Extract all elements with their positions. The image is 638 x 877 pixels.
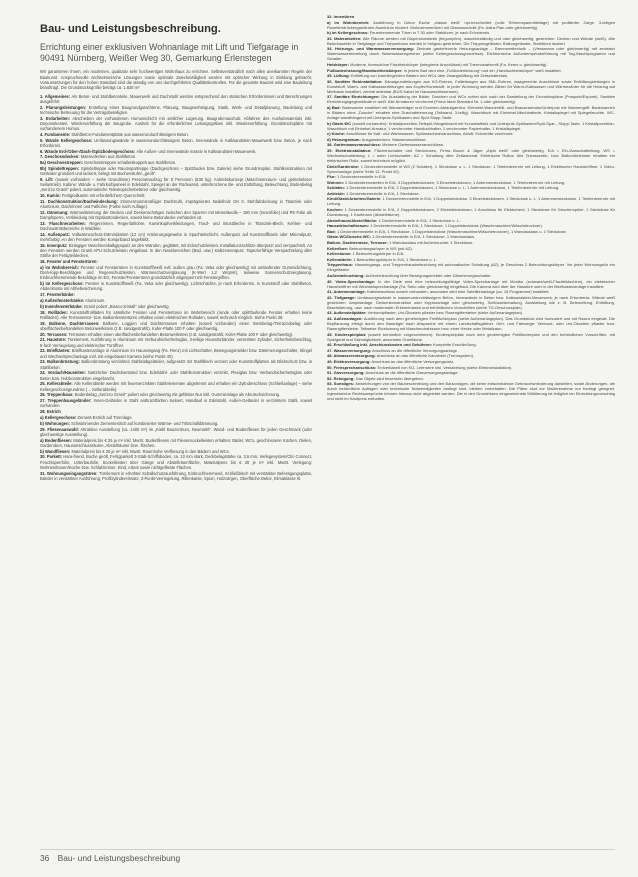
spec-item (40, 337, 312, 347)
spec-item (327, 148, 615, 163)
spec-item (327, 30, 615, 35)
spec-item-heading: b) Wohnungen: (40, 420, 70, 426)
spec-item-heading: 36. Sanitäre Rohinstallation: (327, 78, 383, 84)
spec-item (40, 332, 312, 337)
spec-item-text: Kunststoffrollläden für sämtliche Fenster und Fenstertüren im Wohnbereich (runde oder splittfaufende Fenster erhalten keine Rollläden). Alle Terrassentür- bzw. Balkonfenstertüren erhalten einen elektrischen Rolladen, soweit technisch möglich. Siehe Punkt 39. (40, 309, 312, 320)
spec-item-heading: Ankleide: (327, 190, 346, 196)
spec-item-text: Abweichungen von der Baubeschreibung und den Bauvorlagen, die keine entscheidende Gebrauchsminderung darstellen, sowie Änderungen, die durch behördliche Auflagen oder technische Notwendigkeiten bedingt sind, bleiben vorbehalten. Die Pläne sind zur Maßentnahme nur bedingt geeignet. Irgendwelche Rechtsansprüche können hieraus nicht abgeleitet werden. Die in den Grundrissen eingezeichnete Möblierung ist lediglich ein Einrichtungsvorschlag und nicht im Kaufpreis enthalten. (327, 381, 615, 402)
spec-item-text: Türelement, Ausführung in Aluminium mit Verbundsicherheitsglas, 3-teilige Hausstürbänder, versenkter Zylinder, Sicherheitsbeschlag, 5-fach Verriegelung und elektrischer Türöffner. (40, 337, 312, 348)
spec-item-heading: Balkon, Dachterrasse, Terrasse: (327, 240, 388, 246)
spec-item-text: Zement-Estrich auf Trennlage. (77, 414, 133, 420)
spec-item-text: 1 Beleuchtungskörper in E/A. (352, 251, 405, 257)
spec-item-heading: 28. Estrich (40, 409, 61, 415)
spec-item (327, 62, 615, 67)
spec-item-text: Briefkastenanlage in Aluminium im Hauseingang (Fa. Renz) mit Lichtschalter, Bewegungsmelder bzw. Dämmerungsschalter, Klingel und Wechselsprechanlage evtl. mit eingebauter Kamera (siehe Punkt 40). (40, 348, 312, 359)
spec-item-text: Außenbeleuchtung über Bewegungsmelder oder Dämmerungsschalter. (365, 273, 492, 278)
spec-item-heading: Kellerabteile: (327, 256, 353, 262)
spec-item (327, 353, 615, 358)
spec-item-heading: 16. Fenster und Fenstertüren: (40, 259, 98, 265)
spec-item-text: Granit poliert „Bianco kristall“ oder gleichwertig. (83, 303, 170, 309)
spec-item-heading: Schlafen: (327, 185, 346, 191)
spec-item (327, 246, 615, 251)
spec-item (327, 262, 615, 272)
spec-item (327, 137, 615, 142)
spec-item-heading: 13. Flaschnerarbeiten: (40, 220, 86, 226)
spec-item (327, 105, 615, 120)
spec-item-heading: Treppenhaus: (327, 262, 354, 268)
spec-item (327, 240, 615, 245)
spec-item (327, 207, 615, 217)
spec-item (327, 14, 615, 19)
left-column (40, 22, 312, 842)
spec-item-text: (soweit vorhanden): Kristallporzellan-Tiefspül-Hängeklosett mit Kunststoffsitz und Unterputz-Spülkasten/Spül-Spar-, Stopp-Taste, 1 Kristallporzellan-Waschtisch mit Einhebel-Armatur, 1 verchromter Handtuchhalter, 1 verchromter Papierhalter, 1 Kristallspiegel. (327, 120, 615, 131)
spec-item (40, 160, 312, 165)
spec-item-heading: 11. Dachkonstruktion/Dacheindeckung: (40, 198, 118, 204)
spec-item-text: Terrassen erhalten einen oberflächenbehandelten Betonwerkstein (z.B. sandgestrahlt, Kufer-Platte 100 F oder gleichwertig). (68, 331, 294, 337)
spec-item-text: Stahlbeton-Fundamentplatte aus wasserundurchlässigem Beton. (71, 131, 189, 137)
left-item-list (40, 94, 312, 481)
page-number: 36 (40, 853, 50, 863)
spec-item-heading: 34. Heizungs- und Warmwasserversorgung: (327, 46, 415, 52)
spec-item-heading: 45. Kinderspielplatz (327, 331, 366, 337)
spec-item-heading: Außenbeleuchtung: (327, 273, 365, 278)
spec-item (327, 289, 615, 294)
spec-item (327, 295, 615, 310)
spec-item-heading: 19. Balkone, Dachterrassen: (40, 320, 100, 326)
spec-item (40, 193, 312, 198)
spec-item (327, 273, 615, 278)
spec-item-text: Regenrinnen, Regenfallrohre, Kaminkopfverkleidungen, Trauf- und Brustbleche in Titanzink-Blech, Kehlen- und Dachaustrittsbereiche in Walzblei. (40, 220, 312, 232)
spec-item-heading: Kellerflure: (327, 245, 349, 251)
spec-item (40, 232, 312, 242)
spec-item (327, 79, 615, 94)
spec-item-text: Innen-Geländer in Stahl anthrazitfarben lackiert, Handlauf in Edelstahl, Außen-Geländer in verzinktem Stahl, soweit vorhanden. (40, 398, 312, 409)
spec-item-heading: 40. Video-Sprechanlage: (327, 278, 376, 284)
spec-item-heading: d) Heizungsraum: (327, 136, 361, 142)
spec-item-heading: a) Bad: (327, 104, 341, 110)
spec-item-heading: Diele/Garderobe: (327, 163, 360, 169)
spec-item-text: Anschlüsse für Kalt- und Warmwasser, Spülmaschinenanschluss, Abluft, Eckventile verchromt. (346, 131, 514, 137)
spec-item (327, 342, 615, 347)
spec-item-heading: 22. Briefkästen: (40, 348, 71, 354)
spec-item-text: 1 Deckenbrennstelle in E/A, 1 Steckdose, 1 Doppelsteckdose (Waschmaschine/Wäschetrockner). (370, 223, 543, 229)
spec-item-text: Komplette Erschließung. (433, 342, 477, 348)
spec-item (40, 321, 312, 331)
spec-item-text: Ausführung nach dem genehmigten Freiflächenplan (siehe Außenanlageplan). Das Grundstück wird humusiert und mit Rasen eingesät. Die Bepflanzung erfolgt durch den Bauträger nach Absprache mit einem Landschaftsgärtner. Geh- und Fahrwege: Verbund- oder Uni-Ökostein pflaster bzw. Rasengittersteine. Teilweise Einzäunung mit Maschendrahtzaun bzw. einer Hecke oder Metallzaun. (327, 315, 615, 331)
footer-divider (40, 849, 615, 850)
spec-item (40, 265, 312, 281)
spec-item (40, 398, 312, 408)
spec-item-heading: 1. Allgemeines: (40, 93, 71, 99)
spec-item-heading: b) im Kellergeschoss: (327, 30, 369, 36)
spec-item-text: Attraktive Ausstellung (ca. 1400 m²) im „Kiebl Bauzentrum, Neumarkt“. Wand- und Bodenfliesen für jeden Geschmack (oder gleichwertige Ausstellung). (40, 426, 312, 437)
spec-item-heading: Wohnen: (327, 179, 345, 185)
spec-item-text: Anschluss an das öffentliche Versorgungsnetz. (371, 358, 455, 364)
spec-item-heading: 17. Fensterbänke: (40, 292, 75, 298)
spec-item-heading: 41. Antennenanlage: (327, 289, 366, 295)
spec-item (327, 370, 615, 375)
spec-item-heading: Heizkörper: (327, 61, 350, 67)
spec-item (40, 359, 312, 369)
spec-item-text: Spindeltreppe oder Raumspartreppe (Dachgeschoss – Spitzboden bzw. Galerie) siehe Grundrissplan. Stahlkonstruktion mit Geländer grundiert und lackiert, belegt mit Buchenstufen „geölt“. (40, 165, 312, 177)
spec-item (40, 221, 312, 231)
spec-item (40, 292, 312, 297)
spec-item-text: 1 Beleuchtungskörper in E/A, 1 Steckdose u. L. (353, 256, 438, 262)
spec-item-heading: 21. Haustüre: (40, 337, 67, 343)
spec-item-heading: a) Kellergeschoss: (40, 414, 77, 420)
spec-item-heading: Kochen: (327, 207, 343, 213)
spec-item-heading: Gäste-WC/Dusche-WC: (327, 234, 372, 240)
spec-item-text: Türelement in erhöhter Schallschutzausführung, Einbruchhemmend, Schließblech mit verstärkter Befestigungsplatte, Bänder in verstärkter Ausführung, Profilzylindereinsatz, 3-Punkt-Verriegelung, Rillenkante, Spion, Holzzargen, Oberfläche Dekor, Klimaklasse III. (40, 470, 312, 481)
spec-item-text: Erdverkabelt von KG, Leerrohre inkl. Verkabelung (siehe Elektroinstallation). (377, 364, 513, 370)
spec-item-heading: 44. Außenanlagen: (327, 315, 363, 321)
spec-item-heading: 8b) Spindeltreppen: (40, 165, 80, 171)
spec-item (327, 332, 615, 342)
spec-item-text: Ausgussbecken, Wasseranschlüsse. (361, 136, 427, 142)
spec-item (40, 154, 312, 159)
spec-item-text: Moderne, formschöne Flachheizkörper (integrierte Anschlüsse) mit Thermostatventil (Fa. Kermi o. gleichwertig). (350, 61, 548, 67)
spec-item-text: Hauseingangs- und Treppenhausbeleuchtung mit automatischer Schaltung (AZ), je Geschoss 2 Beleuchtungskörper. Vor jeder Wohnungstür ein Klingeltaster. (327, 262, 615, 273)
spec-item-heading: 26. Treppenhaus: (40, 392, 74, 398)
spec-item-heading: 9. Lift: (40, 176, 54, 182)
spec-item-heading: 24. Vordach/Hauseiten: (40, 370, 86, 376)
spec-item-text: Natürlicher Dachüberstand bzw. Edelstahl- oder Stahlkonstruktion verzinkt, Plexiglas bzw. Verbundsicherheitsglas oder Beton bzw. Holzkonstruktion eingebracht. (40, 370, 312, 381)
spec-item (40, 210, 312, 220)
spec-item-text: Balkone, Loggien und Dachterrassen erhalten (soweit vorhanden) einen Steinbelag-/Terrazzobelag oder oberflächenbehandelten Betonwerkstein (z.B. sandgestrahlt), Kufer-Platte 100 F oder gleichwertig. (40, 320, 312, 331)
spec-item-heading: 52. Reinigung: (327, 375, 355, 381)
spec-item-heading: 7. Geschossdecken: (40, 154, 80, 160)
spec-item-text: 1 Deckenbrennstelle in E/A, 2 Doppelsteckdosen, 2 Einzelsteckdosen, 1 Anschluss für Elektroherd, 1 Steckdose für Geschirrspüler, 1 Steckdose für Dunstabzug, 1 Kaufmann (Abstellräume). (327, 207, 615, 218)
spec-item-text: Umfassungswände in wasserundurchlässigem Beton, Innenwände in Beton bzw. Kalksandstein-Mauerwerk, je nach Erfordernis. Wände weiß gestrichen, Ampelanlage, Deckenkonstruktion oder Kipptoranlage oder gleichwertig, Schlüsselschaltung, Ausstattung wie z. B. Beleuchtung, Entlüftung, Beschilderung, usw. nach modernsten Erkenntnissen und behördlichen Vorschriften (siehe TG-Geschossplan). (327, 294, 615, 310)
spec-item-heading: 35. Lüftung: (327, 73, 350, 79)
spec-item-heading: a) im Wohnbereich: (327, 19, 370, 25)
spec-item-heading: a) Außenfensterbänke: (40, 297, 85, 303)
spec-item (327, 223, 615, 228)
spec-item-heading: 33. Malerarbeiten: (327, 35, 362, 41)
spec-item-heading: Flur: (327, 174, 336, 180)
spec-item (40, 116, 312, 132)
spec-item-heading: 12. Dämmung: (40, 209, 69, 215)
spec-item (327, 46, 615, 61)
spec-item (40, 281, 312, 291)
spec-item-heading: Abstellraum/Abstellfläche: (327, 217, 378, 223)
spec-item (40, 438, 312, 448)
spec-item-heading: 2. Planungsleistungen: (40, 104, 87, 110)
spec-item-text: Fenster in Kunststoff/weiß (Fa. Veka oder gleichwertig), Lichtschächte, je nach Erfordernis, in Kunststoff oder Stahlbeton, Abdeckroste mit Abhebesicherung. (40, 281, 312, 292)
spec-item (40, 471, 312, 481)
spec-item-text: Zimmermannsmäßiger Dachstuhl, imprägniertes Nadelholz GK II. Stehfalzdeckung in Titanzink oder Aluminium, Dachrinnen und Fallrohre (Farbe nach Auflage). (40, 198, 312, 210)
spec-item-text: Alle Räume werden mit Dispersionsfarbe (tiegumpfen), waschbeständig und oder gleichwertig, gestrichen. Decken und Wände (weiß). Alle Betonbauteile in Tiefgarage und Treppenhaus werden in hellgrau gestrichen. Die Treppengeländer, Balkongeländer, Stahltüren lackiert. (327, 35, 615, 46)
spec-item-heading: 42. Tiefgarage: (327, 294, 356, 300)
spec-item-heading: 29. Fliesenauswahl: (40, 426, 79, 432)
spec-item-heading: b) Wandfliesen: (40, 448, 71, 454)
spec-item-text: 1 Deckenbrennstelle in E/A, 1 Steckdose, 1 Doppelsteckdose (Waschmaschine/Wäschetrockner), 1 Wandauslass u. 1 Steckdose. (337, 228, 567, 234)
spec-item-text: Zentrale gasbefeuerte Heizungsanlage – Brennwerttechnik – (Viessmann oder gleichwertig) mit zentraler Warmwasserbereitung durch Warmwasserspeicher (siehe Kellergeschossgrundrisse). Elektronische Außentemperaturführung mit Tag-/Nachtprogramm und Schalter. (327, 46, 615, 62)
spec-item-heading: Kind/Gäste/Arbeiten/Galerie: (327, 196, 382, 202)
spec-item (40, 259, 312, 264)
spec-item (40, 427, 312, 437)
spec-item-text: 1 Deckenbrennstelle in E/A, 1 Doppelsteckdose, 3 Einzelsteckdosen, 1 Steckdose u. L, 1 Antennensteckdose, 1 Telefonleerrohr mit Leitung. (327, 196, 615, 207)
spec-item-heading: c) Küche: (327, 131, 346, 137)
spec-item-heading: 51. Gasversorgung: (327, 370, 365, 376)
spec-item-text: Geschosstreppen schallentkoppelt aus Stahlbeton. (84, 160, 177, 166)
spec-item (327, 94, 615, 104)
spec-item-text: Fertigteilkamin mit erforderlichem Querschnitt. (61, 193, 146, 199)
spec-item (327, 164, 615, 174)
spec-item-text: Das Objekt wird besenrein übergeben. (355, 375, 424, 381)
spec-item-text: Beleuchtungskörper in WS (mit AZ). (349, 245, 413, 251)
spec-item-text: Anschluss an die öffentliche Gasversorgungsanlage. (365, 370, 459, 376)
spec-item (327, 185, 615, 190)
spec-item-heading: 3. Erdarbeiten: (40, 115, 71, 121)
spec-item-heading: Fußbodenheizung/Handtuchheizkörper: (327, 67, 403, 73)
spec-item (40, 454, 312, 470)
spec-item-text: Hara-friend, Buche geölt, Fertigparkett 3-Stab-Schiffsboden, ca. 13 mm stark, Deckbelagstärke ca. 3,6 mm, Verlegesystem/Clic-Connect, Feuchtsperrfolie, Unterbaufolie, Sockelleisten über Gänge und Abstellräumfläche, Materialpreis bis € 30 je m² inkl. MwSt. Verlegung: Wohnen/Essen/Küche bzw. Schlafzimmer, Kind, Arbeit sowie nichtgeflieste Flächen. (40, 454, 312, 470)
spec-item-heading: 39. Elektroinstallation: (327, 147, 372, 153)
spec-item-heading: 31. Wohnungseingangstüren: (40, 470, 98, 476)
spec-item (327, 376, 615, 381)
spec-item (40, 138, 312, 148)
spec-item-text: Aluminium. (85, 297, 106, 303)
spec-item-text: 1 Deckenbrennstelle in E/A, 1 Steckdose u. L. (378, 217, 460, 223)
spec-item-heading: b) Gäste-WC (327, 120, 352, 126)
spec-item (327, 251, 615, 256)
spec-item (40, 392, 312, 397)
spec-item (327, 131, 615, 136)
spec-item-heading: 27. Treppenhausgeländer: (40, 398, 92, 404)
spec-item-heading: 30. Parkett: (40, 454, 63, 460)
spec-item (327, 229, 615, 234)
spec-item-heading: 32. Innentüren (327, 14, 355, 19)
spec-item-text: 2 Deckenbrennstellen in E/A, 3 Doppelsteckdosen, 3 Einzelsteckdosen, 1 Antennensteckdose, 1 Telefonleerrohr mit Leitung. (345, 179, 566, 185)
spec-item (327, 196, 615, 206)
spec-item (327, 20, 615, 30)
spec-item-heading: Bad: (327, 228, 336, 234)
spec-item (327, 365, 615, 370)
spec-item-text: Abschieben der vorhandenen Humusschicht mit seitlicher Lagerung. Baugrubenaushub. Abfahren des Aushubmaterials inkl. Deponiekosten. Wiederverfüllung der Baugrube. Aushub für die erforderlichen Leitungsgräben inkl. Wiederverfüllung. Grundstückspläne mit vorhandenem Humus. (40, 115, 312, 131)
spec-item-text: Schwimmender Zementestrich auf kombinierter Wärme- und Trittschalldämmung. (71, 420, 219, 426)
spec-item-text: Entlüftung von innenliegenden Bädern und WCs über Zwangslüftung mit Zeitschaltrelais. (351, 73, 508, 79)
spec-item-text: Massivdecken aus Stahlbeton. (80, 154, 137, 160)
spec-item-heading: 37. Sanitäre Einrichtungen: (327, 94, 380, 100)
spec-item (40, 415, 312, 420)
spec-item (327, 191, 615, 196)
intro-paragraph: Wir garantieren Ihnen, ein modernes, qualitativ sehr hochwertiges Wohnhaus zu errichten. Selbstverständlich nach allen anerkannten Regeln der Baukunst. Anspruchsvolle architektonische Lösungen sowie optimale Zweckmäßigkeit werden mit optischer Wirkung in Einklang gebracht. Voraussetzungen für den hohen Standard sind die ständig von uns durchgeführten Qualitätskontrollen. Für die gesamte Bauzeit wird eine Bauleitung beauftragt. Die Grundstücksgröße beträgt ca. 1.826 m². (40, 69, 312, 91)
spec-item-text: (soweit behördlich vorgeschrieben): Kinderspielplatz nach dem genehmigten Freiflächenplan und den behördlichen Vorschriften, mit Spielgerät und Sitzmöglichkeit, ansonsten Grünfläche. (327, 331, 615, 342)
spec-item-heading: 50. Fernsprechanschluss: (327, 364, 377, 370)
spec-item (40, 310, 312, 320)
spec-item-heading: 15. Innenputz: (40, 242, 68, 248)
right-item-list (327, 14, 615, 401)
spec-item-text: Umfassungswände in wasserundurchlässigem Beton. Innenwände in Kalksandstein-Mauerwerk bzw. Beton, je nach Erfordernis. (40, 137, 312, 148)
spec-item-text: Feuerhemmende Türen in T 30 oder Stahltüren, je nach Erfordernis. (369, 30, 491, 36)
spec-item-text: Badewanne emailliert mit Wannenträger und Excenter-Ablaufgarnitur, Einhebel-Wannenfüll- und Brausearmatur/Unterputz mit Wannengriff. Badewannen in Bädern ohne „Dusche“ erhalten eine Duschabtrennung (Teilwand, 3-teilig). Waschtisch mit Einhebel-Mischbatterie, Kristallspiegel mit Spiegelleuchte. WC-Anlage wandhängend mit Unterputz-Spülkasten und Spül-Stopp-Taste. (327, 104, 615, 120)
spec-item-text: Wärmedämmung der Decken und Deckenschrägen zwischen den Sparren mit Mineralwolle – 180 mm (Innenfolie) und PE-Folie als Dampfsperre, Verkleidung mit Gipskartondecken, soweit keine Betondecke vorhanden ist. (40, 209, 312, 221)
spec-item-text: In der Diele wird eine beleuchtungsfähige Video-Sprechanlage mit Monitor (schwarz/weiß-Flachbildschirm), ein elektrischer Haustüröffner mit Wechselsprechanlage (Fa. Seko oder gleichwertig) eingebaut. Die Kamera wird über der Haustüre oder in der Briefkastenanlage installiert. (327, 278, 615, 289)
spec-item-text: Alle Außen- und Innenwände massiv in Kalksandstein-Mauerwerk. (136, 148, 257, 154)
spec-item-text: Kanalgrundleitungen aus KG-Rohren, Fallleitungen aus SML-Rohren, waagerechte Anschlüsse sowie Entlüftungsleitungen in Kunststoff, Warm- und Kaltwasserleitungen aus Kupfer/Kunststoff. In jeder Wohnung werden Zähler für Warm-/Kaltwasser und Wärmezähler für die Heizung auf Mietbasis installiert, zentral ablesbar (BUS-Kabel im Hausanschlussraum). (327, 78, 615, 94)
spec-item-text: Materialpreis bis € 25 je m² inkl. MwSt. Bodenfliesen mit Fliesensockelleisten erhalten: Bäder, WCs, geschlossene Küchen, Dielen, Garderoben, Hausanschlussräume, Abstellräume bzw. -flächen. (40, 437, 312, 448)
spec-item (327, 121, 615, 131)
spec-item (40, 94, 312, 104)
footer-label: Bau- und Leistungsbeschreibung (57, 853, 181, 863)
spec-item (40, 298, 312, 303)
spec-item-text: Ausführung in Dekor Esche „classic weiß“ hpl-beschichtet (volle Röhrenspanmittellage) mit profilierter Zarge, 3-teiligen Rosettendrückergarnituren Aluminium eloxiert. Wohnzimmertüren mit Glasausschnitt (Fa. Astra-Plan oder gleichwertig). (327, 19, 615, 30)
spec-item-text: 1 Deckenbrennstelle in E/A, 1 Steckdose, 1 Wandauslass. (372, 234, 476, 240)
spec-item (327, 257, 615, 262)
spec-item-text: Verbundpflaster, Uni-Ökostein pflaster bzw. Rasengittersteine (siehe Außenanlageplan). (367, 310, 524, 316)
spec-item-text: Einlagiger Maschinenkalkgipsputz an den Wänden, geglättet, mit Eckschutzleisten, Installationsschlitze überputzt und verspachtelt. An den Fenstern werden Granit APU-Schutzleisten eingebaut. In den Nassbereichen (Bad, usw.) Kalkzementputz. Tapezierfähige Verspachtelung aller Stöße der Fertigteildecken. (40, 242, 312, 259)
spec-item-heading: 25. Kellerabteile: (40, 381, 73, 387)
spec-item (327, 142, 615, 147)
spec-item (40, 149, 312, 154)
spec-item-text: Balkonbrüstung verzinktes Stahlstabgeländer, aufgesetzt mit Stahlblech verziert oder Kunststoffplatten als Blickschutz bzw. in Stahlbeton. (40, 359, 312, 370)
spec-item (40, 409, 312, 414)
spec-item-heading: 5. Wände Kellergeschoss: (40, 137, 93, 143)
spec-item (327, 279, 615, 289)
spec-item (40, 381, 312, 391)
spec-item (327, 359, 615, 364)
document-subtitle: Errichtung einer exklusiven Wohnanlage mit Lift und Tiefgarage in 90491 Nürnberg, Weißer Weg 30, Gemarkung Erlenstegen (40, 42, 299, 64)
spec-item-text: 1 Wandauslass mit Außenleuchte, 1 Steckdose. (388, 240, 474, 246)
spec-item (40, 199, 312, 209)
spec-item-text: 1 Deckenbrennstelle in WS (2 Schalter), 1 Steckdose u. L, 1 Steckdose, 1 Telefonleerrohr mit Leitung, 1 Elektrischer Haustüröffner, 1 Video-Sprechanlage (siehe Seite 12, Punkt 40). (327, 163, 615, 174)
spec-item (327, 381, 615, 401)
spec-item (327, 180, 615, 185)
spec-item-heading: 47. Wasserversorgung: (327, 347, 372, 353)
spec-item-heading: 46. Erschließung inkl. Anschlusskosten und Gebühren: (327, 342, 432, 348)
spec-item-heading: 43. Außenstellplätze: (327, 310, 367, 316)
spec-item (327, 68, 615, 73)
spec-item-heading: 14. Außenputz: (40, 231, 70, 237)
spec-item-heading: 4. Fundamente: (40, 131, 71, 137)
spec-item-heading: 48. Abwasserentsorgung: (327, 353, 376, 359)
spec-item-heading: 18. Rollläden: (40, 309, 68, 315)
spec-item-text: Anschluss an das öffentliche Kanalnetz (Trennsystem). (376, 353, 475, 359)
spec-item-heading: 38. Gartenwasseranschluss: (327, 142, 382, 148)
spec-item (327, 310, 615, 315)
spec-item-text: Erstellung eines Baugrundgutachtens, Planung, Baugenehmigung, Statik, Werk- und Detailplanung, Bauleitung und technische Betreuung für die Vertragsbeteiligten. (40, 104, 312, 115)
spec-item (40, 421, 312, 426)
spec-item-heading: a) Bodenfliesen: (40, 437, 72, 443)
spec-item-text: Bodenbelag „Serizzo Granit“ poliert oder gleichwertig mit gefälster Nut inkl. Gummieinlage als Abrutschsicherung. (74, 392, 281, 398)
spec-item (327, 218, 615, 223)
spec-item (40, 132, 312, 137)
spec-item (327, 174, 615, 179)
spec-item-heading: 6. Wände Erd-/Ober-/Dach-/Spitzbodengeschoss: (40, 148, 136, 154)
spec-item (40, 105, 312, 115)
spec-item-text: 1 Deckenbrennstelle in E/A, 2 Doppelsteckdosen, 1 Steckdose u. L, 1 Antennensteckdose, 1 Telefonleerrohr mit Leitung. (346, 185, 560, 191)
spec-item-text: Alle Kellerabteile werden mit feuerverzinkten Stahlelementen abgetrennt und erhalten ein Zylinderschloss (Schließanlage) – siehe Kellergeschossgrundriss (→ Kellerabteile). (40, 381, 312, 392)
spec-item-heading: 23. Balkonbrüstung: (40, 359, 80, 365)
spec-item-heading: 8a) Geschosstreppen: (40, 160, 83, 166)
spec-item-heading: b) Innenfensterbänke: (40, 303, 83, 309)
spec-item-text: Als Beton- und Stahlbetonteile, Mauerwerk und Dachstuhl werden entsprechend den statischen Erfordernissen und Berechnungen ausgeführt. (40, 93, 312, 104)
spec-item-heading: Hauswirtschaftsraum: (327, 223, 370, 229)
spec-item-heading: 10. Kamin: (40, 193, 61, 199)
spec-item (327, 234, 615, 239)
spec-item-heading: 53. Sonstiges: (327, 381, 355, 387)
spec-item (327, 348, 615, 353)
spec-item (40, 177, 312, 193)
page-footer (40, 853, 180, 865)
spec-item-heading: Kellerräume: (327, 251, 352, 257)
spec-item (327, 73, 615, 78)
document-title: Bau- und Leistungsbeschreibung. (40, 23, 221, 35)
spec-item-text: (soweit vorhanden – siehe Grundrisse) Personenaufzug für 8 Personen (630 kg). Antriebskonzept (Maschinenraum- und getriebeloser Seilantrieb). Kabine: Wände u. Fahrkorbpaneel in Edelstahl, Spiegel an der Rückwand, unterbrochene Be- und Entlüftung, Beleuchtung, Bodenbelag „Serizzo Granit“ poliert, automatische Teleskopschiebetüren oder gleichwertig. (40, 176, 312, 193)
spec-item-text: Die Ausstattung der Bäder, Duschen und WCs richtet sich nach der Darstellung der Grundrisspläne (Prospekt/Exposé). Sanitäre Einrichtungsgegenstände in weiß. Alle Armaturen verchromt (Firma Ideal Standard Nr. 1 oder gleichwertig). (327, 94, 615, 105)
spec-item-text: Materialpreis bis € 25 je m² inkl. MwSt. Raumhohe Verfliesung in den Bädern und WCs. (71, 448, 230, 454)
spec-item-text: Fenster und Fenstertüren in Kunststoff/weiß evtl. außen grau (Fa. Veka oder gleichwertig) mit umlaufender Gummidichtung, Dreh-Kipp-Beschlägen und Regenschutzleisten, Wärmeschutzverglasung (K-Wert 1,2 W/qmK), teilweise Sonnenschutzverglasung. Einbruchhemmende Beschläge im EG, Fenster/Fenstertüren grundsätzlich abgesperrt mit Fenstergriffen. (40, 264, 312, 281)
spec-item (40, 166, 312, 176)
spec-item (327, 36, 615, 46)
spec-item (40, 304, 312, 309)
spec-item-heading: 49. Elektroversorgung: (327, 358, 371, 364)
spec-item-heading: 20. Terrassen: (40, 331, 68, 337)
spec-item-text: Vollwärmeschutz-Dämmplatten (12 cm) Armierungsgewebe in Spachtelschicht, Außenputz auf Kunststoffbasis oder Mineralputz, mehrfarbig. An den Fenstern werden Kompriband angeklebt. (40, 231, 312, 243)
spec-item-text: Mehrere Gartenwasseranschlüsse. (382, 142, 445, 148)
spec-item (40, 449, 312, 454)
spec-item (327, 316, 615, 331)
spec-item (40, 243, 312, 259)
spec-item-text: 1 Deckenbrennstelle in E/A, 1 Steckdose. (346, 190, 420, 196)
spec-item-text: In jedem Bad wird eine „Fußbodenheizung“ und ein „Handtuchheizkörper“ weiß installiert. (403, 67, 562, 73)
spec-item-heading: a) im Wohnbereich: (40, 264, 79, 270)
spec-item-text: Anschluss an die öffentliche Versorgungsanlage. (371, 347, 459, 353)
spec-item (40, 348, 312, 358)
right-column (327, 14, 615, 844)
spec-item-text: Flächenschalter und Steckdosen, Firma Busch & Jäger „Alpin weiß“ oder gleichwertig. E/A = Ein-/Ausschaltleitung; WS = Wechselschaltleitung; L = unter Lichtschalter; AZ = Schaltung über Zeitautomat. Elektrische Rollos: Alle Terrassentür- bzw. Balkontürfenster erhalten ein elektrisches Rollo, soweit technisch möglich. (327, 147, 615, 163)
spec-item-text: Kabelanschluss soweit vorhanden, ansonsten wird eine Satellitenanlage (ca. 16 Programme) installiert. (367, 289, 550, 295)
spec-item (40, 370, 312, 380)
spec-item-text: 1 Deckenbrennstelle in E/A. (337, 174, 387, 180)
spec-item-heading: b) im Kellergeschoss: (40, 281, 84, 287)
